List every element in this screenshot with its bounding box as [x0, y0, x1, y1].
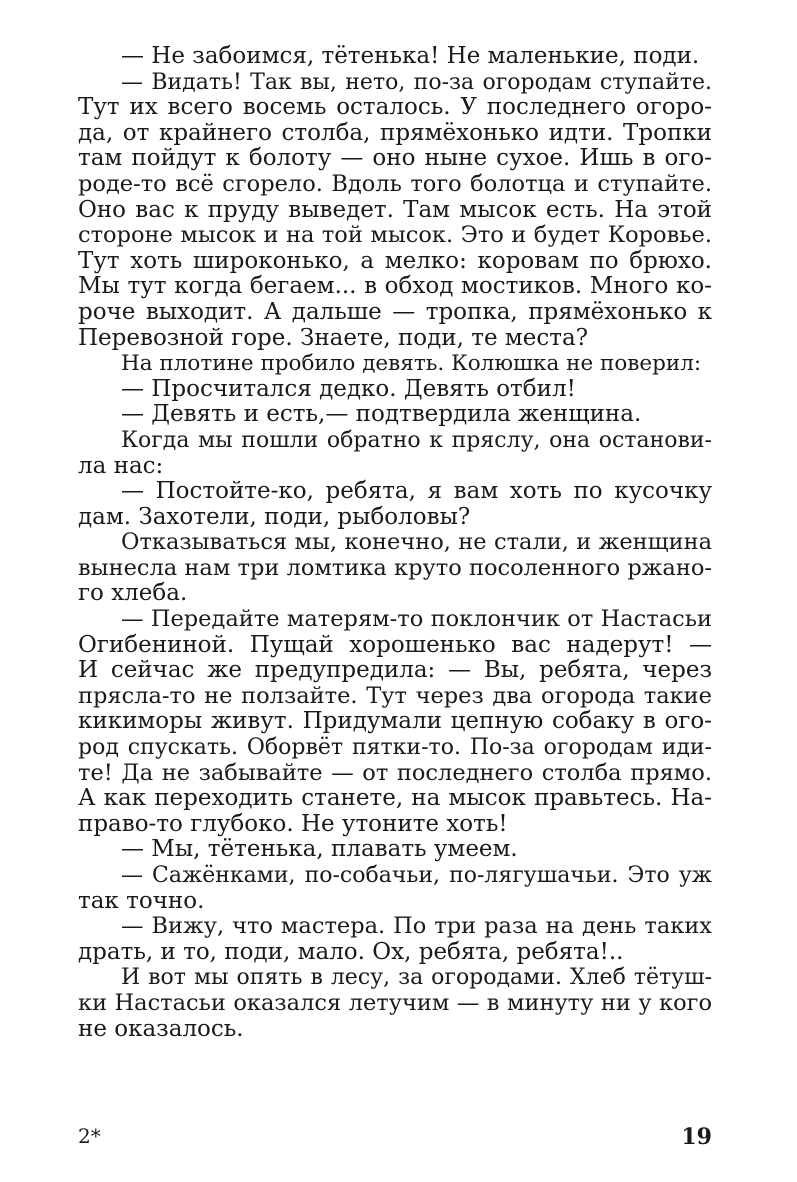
- text-line: право-то глубоко. Не утоните хоть!: [78, 811, 508, 837]
- text-line: так точно.: [78, 888, 205, 914]
- paragraph: [78, 837, 712, 863]
- paragraph: [78, 530, 712, 607]
- page-number: 19: [681, 1124, 712, 1150]
- text-line: роде-то всё сгорело. Вдоль того болотца и ступайте.: [78, 171, 712, 197]
- text-line: да, от крайнего столба, прямёхонько идти. Тропки: [78, 120, 712, 146]
- text-line: го хлеба.: [78, 581, 188, 607]
- page-footer: [78, 1124, 712, 1152]
- text-line: Перевозной горе. Знаете, поди, те места?: [78, 325, 589, 351]
- text-line: драть, и то, поди, мало. Ох, ребята, ребята!..: [78, 939, 624, 965]
- paragraph: [78, 428, 712, 479]
- text-line: — Видать! Так вы, нето, по-за огородам ступайте.: [121, 69, 712, 95]
- paragraph: [78, 44, 712, 70]
- paragraph: [78, 914, 712, 965]
- text-line: не оказалось.: [78, 1016, 244, 1042]
- text-line: прясла-то не ползайте. Тут через два огорода такие: [78, 683, 712, 709]
- text-line: — Просчитался дедко. Девять отбил!: [121, 376, 576, 402]
- text-line: — Не забоимся, тётенька! Не маленькие, поди.: [121, 44, 700, 69]
- text-line: Тут их всего восемь осталось. У последнего огоро-: [78, 95, 712, 121]
- paragraph: [78, 377, 712, 403]
- text-line: там пойдут к болоту — оно ныне сухое. Ишь в ого-: [78, 146, 712, 172]
- signature-mark: 2*: [78, 1124, 101, 1148]
- text-line: Отказываться мы, конечно, не стали, и женщина: [121, 530, 712, 556]
- text-line: ла нас:: [78, 453, 164, 479]
- text-line: — Постойте-ко, ребята, я вам хоть по кусочку: [121, 479, 712, 505]
- text-line: те! Да не забывайте — от последнего столба прямо.: [78, 760, 712, 786]
- text-line: На плотине пробило девять. Колюшка не поверил:: [121, 351, 702, 377]
- paragraph: [78, 479, 712, 530]
- text-line: дам. Захотели, поди, рыболовы?: [78, 504, 471, 530]
- text-line: — Передайте матерям-то поклончик от Настасьи: [121, 607, 712, 633]
- text-line: И сейчас же предупредила: — Вы, ребята, через: [78, 658, 712, 684]
- text-line: стороне мысок и на той мысок. Это и будет Коровье.: [78, 223, 712, 249]
- text-line: — Девять и есть,— подтвердила женщина.: [121, 402, 642, 428]
- text-line: Тут хоть широконько, а мелко: коровам по брюхо.: [78, 248, 712, 274]
- paragraph: [78, 965, 712, 1042]
- paragraph: [78, 70, 712, 352]
- text-line: кикиморы живут. Придумали цепную собаку в ого-: [78, 709, 712, 735]
- book-page-text: [78, 44, 712, 1042]
- text-line: А как переходить станете, на мысок правьтесь. На-: [78, 786, 712, 812]
- text-line: — Мы, тётенька, плавать умеем.: [121, 837, 518, 863]
- text-line: Мы тут когда бегаем... в обход мостиков. Много ко-: [78, 274, 712, 300]
- text-line: И вот мы опять в лесу, за огородами. Хлеб тётуш-: [121, 965, 712, 991]
- text-line: — Сажёнками, по-собачьи, по-лягушачьи. Это уж: [121, 863, 712, 888]
- text-line: род спускать. Оборвёт пятки-то. По-за огородам иди-: [78, 735, 712, 761]
- paragraph: [78, 607, 712, 837]
- text-line: Огибениной. Пущай хорошенько вас надерут! —: [78, 632, 712, 658]
- paragraph: [78, 863, 712, 914]
- text-line: — Вижу, что мастера. По три раза на день таких: [121, 914, 712, 940]
- text-line: Когда мы пошли обратно к пряслу, она останови-: [121, 427, 712, 453]
- text-line: ки Настасьи оказался летучим — в минуту ни у кого: [78, 990, 712, 1016]
- text-line: Оно вас к пруду выведет. Там мысок есть. На этой: [78, 197, 712, 223]
- paragraph: [78, 402, 712, 428]
- paragraph: [78, 351, 712, 377]
- text-line: роче выходит. А дальше — тропка, прямёхонько к: [78, 299, 712, 325]
- text-line: вынесла нам три ломтика круто посоленного ржано-: [78, 555, 712, 581]
